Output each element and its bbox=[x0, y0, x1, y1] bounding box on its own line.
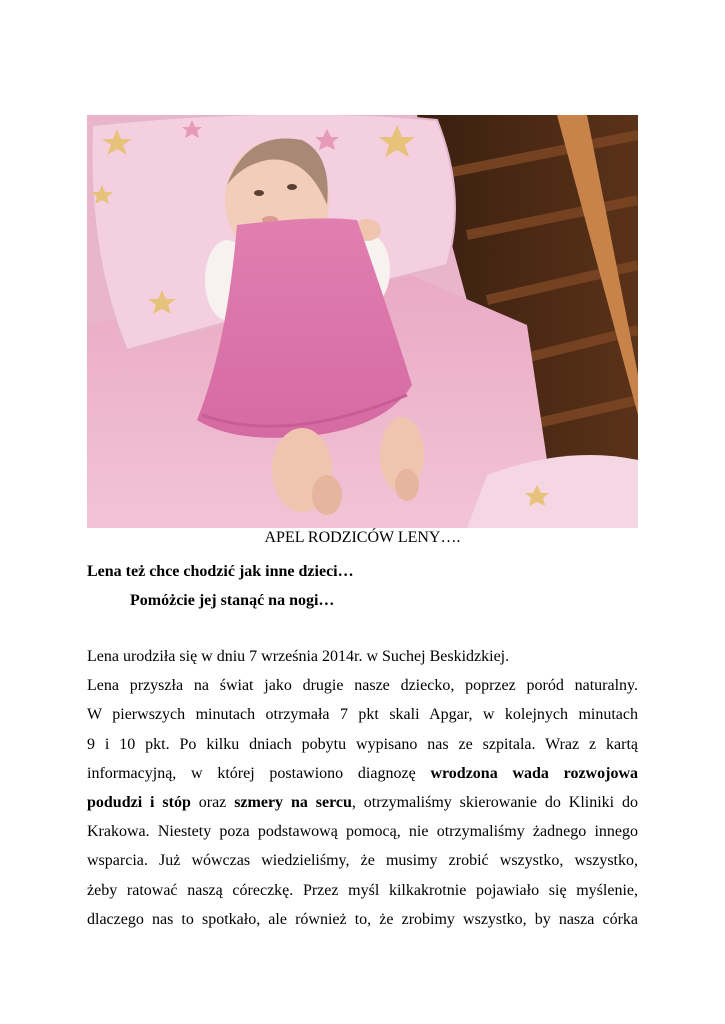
appeal-caption: APEL RODZICÓW LENY…. bbox=[264, 529, 461, 546]
text-run: W pierwszych minutach otrzymała 7 pkt skali Apgar, w kolejnych minutach bbox=[87, 706, 638, 724]
story-paragraph bbox=[87, 642, 638, 934]
text-run: Lena przyszła na świat jako drugie nasze dziecko, poprzez poród naturalny. bbox=[87, 677, 638, 695]
heading-secondary: Pomóżcie jej stanąć na nogi… bbox=[130, 592, 335, 609]
heading-primary: Lena też chce chodzić jak inne dzieci… bbox=[87, 563, 354, 580]
text-run: wsparcia. Już wówczas wiedzieliśmy, że musimy zrobić wszystko, wszystko, bbox=[87, 852, 638, 870]
paragraph-line bbox=[87, 876, 638, 905]
text-run: Lena urodziła się w dniu 7 września 2014r. w Suchej Beskidzkiej. bbox=[87, 648, 510, 665]
text-run: Krakowa. Niestety poza podstawową pomocą, nie otrzymaliśmy żadnego innego bbox=[87, 823, 638, 841]
bold-phrase: wrodzona wada rozwojowa bbox=[430, 764, 638, 782]
text-run: 9 i 10 pkt. Po kilku dniach pobytu wypisano nas ze szpitala. Wraz z kartą bbox=[87, 735, 638, 753]
baby-photo-icon bbox=[87, 115, 638, 528]
paragraph-line bbox=[87, 846, 638, 875]
text-run: dlaczego nas to spotkało, ale również to, że zrobimy wszystko, by nasza córka bbox=[87, 910, 638, 928]
bold-phrase: podudzi i stóp bbox=[87, 793, 191, 811]
paragraph-line bbox=[87, 788, 638, 817]
paragraph-line bbox=[87, 671, 638, 700]
bold-phrase: szmery na sercu bbox=[234, 793, 352, 811]
text-run: informacyjną, w której postawiono diagnozę bbox=[87, 764, 431, 782]
paragraph-line bbox=[87, 905, 638, 934]
paragraph-line bbox=[87, 642, 638, 671]
paragraph-line bbox=[87, 759, 638, 788]
text-run: oraz bbox=[190, 793, 235, 811]
text-run: żeby ratować naszą córeczkę. Przez myśl kilkakrotnie pojawiało się myślenie, bbox=[87, 881, 638, 899]
paragraph-line bbox=[87, 700, 638, 729]
text-run: , otrzymaliśmy skierowanie do Kliniki do bbox=[351, 793, 639, 811]
baby-photo bbox=[87, 115, 638, 528]
paragraph-line bbox=[87, 817, 638, 846]
paragraph-line bbox=[87, 730, 638, 759]
